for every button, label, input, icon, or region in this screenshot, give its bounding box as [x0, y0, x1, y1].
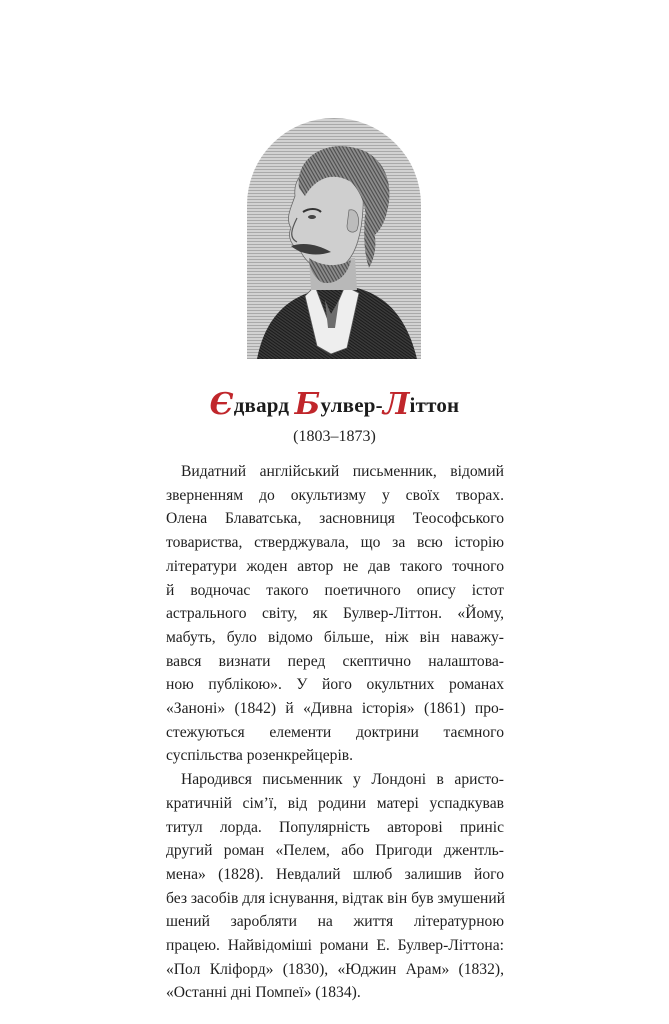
decorative-initial: Б — [294, 387, 321, 422]
author-portrait — [247, 118, 421, 359]
author-name-heading — [0, 387, 669, 422]
text-line: ною публікою». У його окультних романах — [166, 676, 504, 694]
text-line: вався визнати перед скептично налаштова- — [166, 652, 504, 670]
biography-text — [166, 460, 504, 1005]
text-line: стежуються елементи доктрини таємного — [166, 723, 504, 741]
text-line: Видатний англійський письменник, відомий — [181, 463, 504, 480]
text-line: Олена Блаватська, засновниця Теософського — [166, 510, 504, 528]
text-line: працею. Найвідоміші романи Е. Булвер-Літтона: — [166, 937, 504, 955]
text-line: мабуть, було відомо більше, ніж він наважу- — [166, 628, 504, 646]
paragraph-2 — [166, 768, 504, 1005]
text-line: астрального світу, як Булвер-Літтон. «Йому, — [166, 605, 504, 623]
text-line: без засобів для існування, відтак він був змушений — [166, 889, 506, 907]
text-line: товариства, стверджувала, що за всю історію — [166, 534, 504, 552]
paragraph-1 — [166, 460, 504, 768]
decorative-initial: Л — [382, 387, 410, 422]
text-line: зверненням до окультизму у своїх творах. — [166, 486, 504, 504]
text-line: шений заробляти на життя літературною — [166, 913, 504, 931]
text-line: й водночас такого поетичного опису істот — [166, 581, 504, 599]
text-line: «Занoні» (1842) й «Дивна історія» (1861) про- — [166, 700, 504, 718]
decorative-initial: Є — [209, 387, 234, 422]
text-line: суспільства розенкрейцерів. — [166, 747, 354, 765]
author-name-part: іттон — [409, 393, 460, 417]
text-line: титул лорда. Популярність авторові приніс — [166, 818, 504, 836]
author-name-part: двард — [233, 393, 295, 417]
author-name-part: улвер- — [320, 393, 383, 417]
text-line: «Пол Кліфорд» (1830), «Юджин Арам» (1832), — [166, 960, 504, 978]
text-line: кратичній сім’ї, від родини матері успадкував — [166, 794, 504, 812]
text-line: літератури жоден автор не дав такого точного — [166, 557, 504, 575]
text-line: другий роман «Пелем, або Пригоди джентль- — [166, 842, 504, 860]
life-dates: (1803–1873) — [293, 428, 376, 445]
text-line: «Останні дні Помпеї» (1834). — [166, 984, 361, 1002]
text-line: мена» (1828). Невдалий шлюб залишив його — [166, 865, 504, 883]
text-line: Народився письменник у Лондоні в аристо- — [181, 771, 504, 789]
